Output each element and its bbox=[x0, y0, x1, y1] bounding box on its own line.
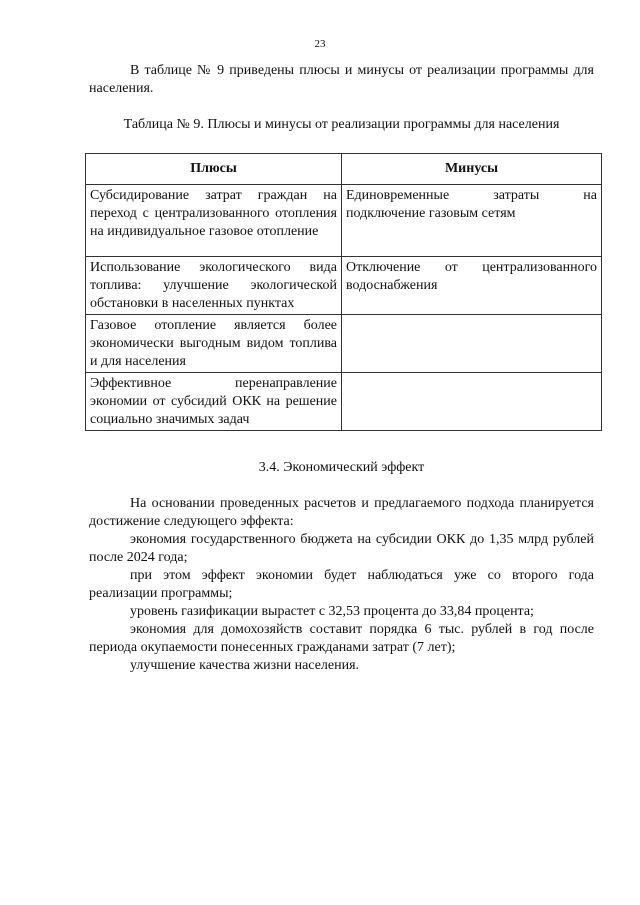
pros-cell: Эффективное перенаправление экономии от субсидий ОКК на решение социально значимых задач bbox=[86, 373, 342, 431]
intro-paragraph: В таблице № 9 приведены плюсы и минусы от реализации программы для населения. bbox=[89, 63, 594, 96]
body-paragraph: экономия для домохозяйств составит порядка 6 тыс. рублей в год после периода окупаемости понесенных гражданами затрат (7 лет); bbox=[89, 622, 594, 655]
table-row bbox=[86, 315, 602, 373]
cons-header: Минусы bbox=[342, 154, 602, 185]
body-text bbox=[89, 495, 594, 675]
section-heading: 3.4. Экономический эффект bbox=[258, 460, 425, 475]
cons-cell bbox=[342, 315, 602, 373]
body-paragraph: экономия государственного бюджета на субсидии ОКК до 1,35 млрд рублей после 2024 года; bbox=[89, 532, 594, 565]
pros-header: Плюсы bbox=[86, 154, 342, 185]
body-paragraph: при этом эффект экономии будет наблюдаться уже со второго года реализации программы; bbox=[89, 568, 594, 601]
pros-cell: Использование экологического вида топлива: улучшение экологической обстановки в населенных пунктах bbox=[86, 257, 342, 315]
cons-cell bbox=[342, 373, 602, 431]
body-paragraph: уровень газификации вырастет с 32,53 процента до 33,84 процента; bbox=[130, 604, 534, 619]
pros-cell: Субсидирование затрат граждан на переход с централизованного отопления на индивидуальное газовое отопление bbox=[86, 185, 342, 257]
table-row bbox=[86, 185, 602, 257]
body-paragraph: улучшение качества жизни населения. bbox=[130, 658, 360, 673]
table-row bbox=[86, 373, 602, 431]
table-row bbox=[86, 257, 602, 315]
cons-cell: Отключение от централизованного водоснабжения bbox=[342, 257, 602, 315]
table-header-row bbox=[86, 154, 602, 185]
pros-cons-table bbox=[85, 153, 602, 431]
page-number: 23 bbox=[314, 38, 326, 50]
table-caption: Таблица № 9. Плюсы и минусы от реализации программы для населения bbox=[123, 117, 560, 132]
cons-cell: Единовременные затраты на подключение газовым сетям bbox=[342, 185, 602, 257]
body-paragraph: На основании проведенных расчетов и предлагаемого подхода планируется достижение следующего эффекта: bbox=[89, 496, 594, 529]
pros-cell: Газовое отопление является более экономически выгодным видом топлива и для населения bbox=[86, 315, 342, 373]
intro-paragraph-block bbox=[89, 62, 594, 98]
